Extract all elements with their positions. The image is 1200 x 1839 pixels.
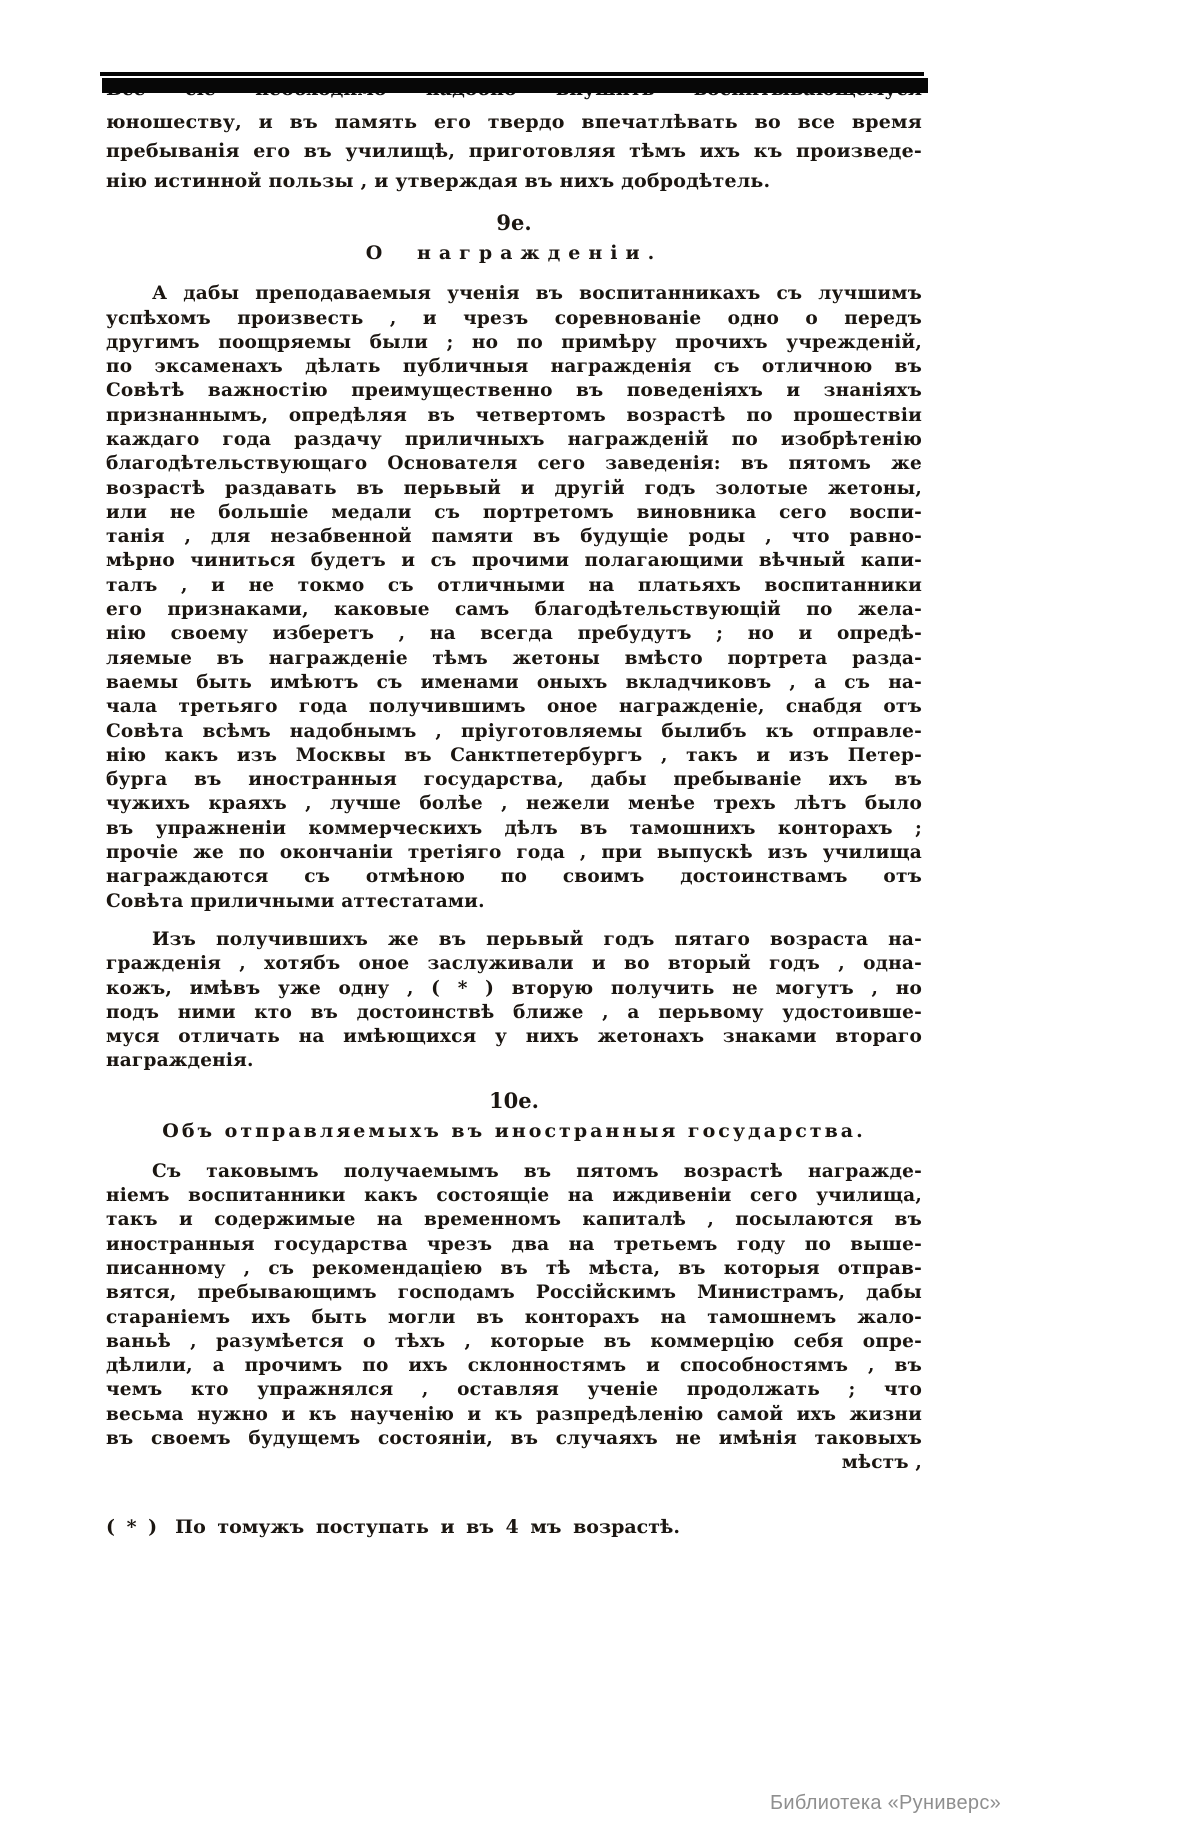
- text-line: ваемы быть имѣютъ съ именами оныхъ вкладчиковъ , а съ на-: [106, 671, 922, 693]
- footnote: [106, 1516, 922, 1538]
- text-line: муся отличать на имѣющихся у нихъ жетонахъ знаками втораго: [106, 1026, 922, 1048]
- redacted-top-line: [106, 74, 922, 106]
- text-line: по эксаменахъ дѣлать публичныя награжденія съ отличною въ: [106, 356, 922, 378]
- footnote-marker: ( * ): [106, 1515, 158, 1538]
- text-line: благодѣтельствующаго Основателя сего заведенія: въ пятомъ же: [106, 453, 922, 475]
- text-line: нію какъ изъ Москвы въ Санктпетербургъ , такъ и изъ Петер-: [106, 744, 922, 766]
- text-line: писанному , съ рекомендаціею въ тѣ мѣста, въ которыя отправ-: [106, 1257, 922, 1279]
- text-line: Совѣтѣ важностію преимущественно въ поведеніяхъ и знаніяхъ: [106, 380, 922, 402]
- text-line: ваньѣ , разумѣется о тѣхъ , которые въ коммерцію себя опре-: [106, 1330, 922, 1352]
- paragraph: [106, 1160, 922, 1476]
- text-line: бурга въ иностранныя государства, дабы пребываніе ихъ въ: [106, 769, 922, 791]
- text-line: награждаются съ отмѣною по своимъ достоинствамъ отъ: [106, 866, 922, 888]
- text-line: другимъ поощряемы были ; но по примѣру прочихъ учрежденій,: [106, 331, 922, 353]
- text-line: такъ и содержимые на временномъ капиталѣ , посылаются въ: [106, 1209, 922, 1231]
- footnote-text: По томужъ поступать и въ 4 мъ возрастѣ.: [175, 1515, 680, 1538]
- text-line: каждаго года раздачу приличныхъ награжденій по изобрѣтенію: [106, 429, 922, 450]
- text-line: чала третьяго года получившимъ оное награжденіе, снабдя отъ: [106, 696, 922, 718]
- text-line: юношеству, и въ память его твердо впечатлѣвать во все время: [106, 111, 922, 133]
- redaction-bar: [102, 78, 928, 93]
- text-line: пребыванія его въ училищѣ, приготовляя тѣмъ ихъ къ произведе-: [106, 140, 922, 163]
- text-line: награжденія.: [106, 1050, 254, 1072]
- text-line: признаннымъ, опредѣляя въ четвертомъ возрастѣ по прошествіи: [106, 404, 922, 426]
- text-line: или не большіе медали съ портретомъ виновника сего воспи-: [106, 501, 922, 523]
- text-line: мѣрно чиниться будетъ и съ прочими полагающими вѣчный капи-: [106, 550, 922, 572]
- page-content: [106, 108, 922, 1476]
- text-line: ніемъ воспитанники какъ состоящіе на иждивеніи сего училища,: [106, 1185, 922, 1207]
- text-line: стараніемъ ихъ быть могли въ конторахъ на тамошнемъ жало-: [106, 1306, 922, 1328]
- text-line: Съ таковымъ получаемымъ въ пятомъ возрастѣ награжде-: [152, 1160, 922, 1182]
- paragraph: [106, 928, 922, 1074]
- text-line: въ упражненіи коммерческихъ дѣлъ въ тамошнихъ конторахъ ;: [106, 817, 922, 839]
- text-line: успѣхомъ произвесть , и чрезъ соревнованіе одно о передъ: [106, 307, 922, 329]
- text-line: ляемые въ награжденіе тѣмъ жетоны вмѣсто портрета разда-: [106, 647, 922, 669]
- library-watermark: Библиотека «Руниверс»: [770, 1792, 1002, 1814]
- paragraph: [106, 108, 922, 196]
- text-line: весьма нужно и къ наученію и къ разпредѣленію самой ихъ жизни: [106, 1403, 922, 1425]
- text-line: въ своемъ будущемъ состояніи, въ случаяхъ не имѣнія таковыхъ: [106, 1427, 922, 1449]
- text-line: танія , для незабвенной памяти въ будущіе роды , что равно-: [106, 526, 922, 548]
- text-line: прочіе же по окончаніи третіяго года , при выпускѣ изъ училища: [106, 842, 922, 864]
- section-title-heading: Объ отправляемыхъ въ иностранныя государства.: [162, 1119, 866, 1142]
- text-line: чужихъ краяхъ , лучше болѣе , нежели менѣе трехъ лѣтъ было: [106, 793, 922, 815]
- document-page: [106, 74, 922, 1538]
- text-line: возрастѣ раздавать въ перьвый и другій годъ золотые жетоны,: [106, 477, 922, 499]
- text-line: чемъ кто упражнялся , оставляя ученіе продолжать ; что: [106, 1379, 922, 1401]
- text-line: вятся, пребывающимъ господамъ Россійскимъ Министрамъ, дабы: [106, 1282, 922, 1304]
- section-number-heading: 10е.: [489, 1087, 539, 1113]
- text-line: А дабы преподаваемыя ученія въ воспитанникахъ съ лучшимъ: [152, 283, 922, 305]
- text-line: подъ ними кто въ достоинствѣ ближе , а перьвому удостоивше-: [106, 1001, 922, 1023]
- text-line: нію своему изберетъ , на всегда пребудутъ ; но и опредѣ-: [106, 623, 922, 645]
- text-line: кожъ, имѣвъ уже одну , ( * ) вторую получить не могутъ , но: [106, 977, 922, 999]
- text-line: мѣстъ ,: [841, 1452, 922, 1474]
- text-line: его признаками, каковые самъ благодѣтельствующій по жела-: [106, 599, 922, 621]
- text-line: нію истинной пользы , и утверждая въ нихъ добродѣтель.: [106, 169, 771, 192]
- text-line: гражденія , хотябъ оное заслуживали и во вторый годъ , одна-: [106, 953, 922, 975]
- scan-artifact-line: [100, 72, 924, 76]
- section-title-heading: О награжденіи.: [365, 242, 663, 265]
- paragraph: [106, 282, 922, 914]
- text-line: Совѣта приличными аттестатами.: [106, 890, 485, 912]
- text-line: иностранныя государства чрезъ два на третьемъ году по выше-: [106, 1233, 922, 1255]
- text-line: дѣлили, а прочимъ по ихъ склонностямъ и способностямъ , въ: [106, 1355, 922, 1377]
- text-line: Изъ получившихъ же въ перьвый годъ пятаго возраста на-: [152, 928, 922, 950]
- text-line: Совѣта всѣмъ надобнымъ , пріуготовляемы былибъ къ отправле-: [106, 720, 922, 742]
- section-number-heading: 9е.: [496, 210, 532, 236]
- text-line: талъ , и не токмо съ отличными на платьяхъ воспитанники: [106, 574, 922, 596]
